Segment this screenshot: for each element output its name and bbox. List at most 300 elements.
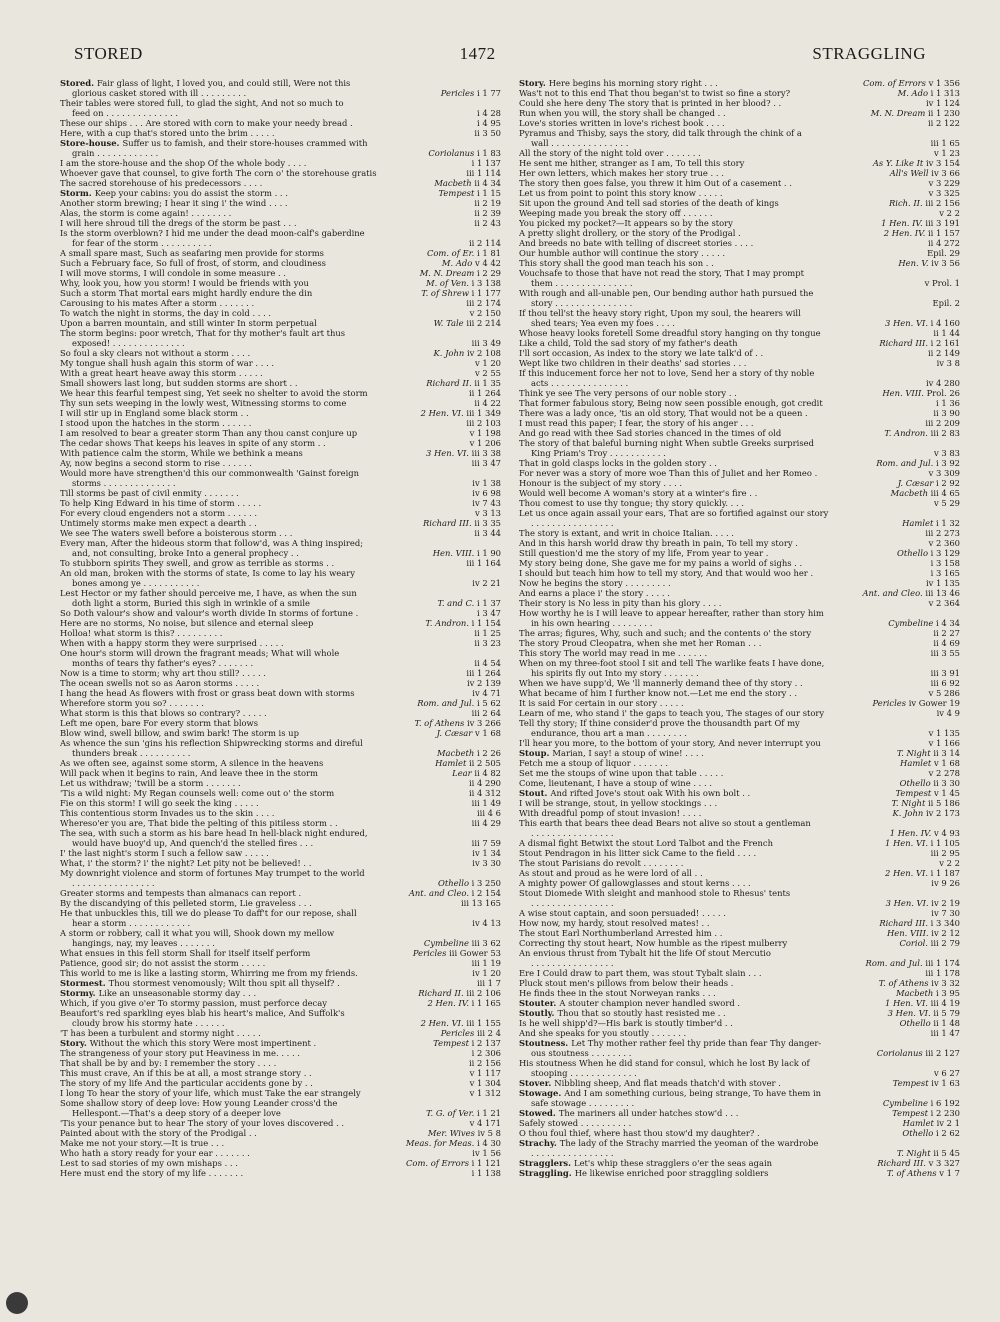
quotation: glorious casket stored with ill . . . . . . . . . [72,88,247,98]
quotation: Thou comest to use thy tongue; thy story quickly. . . . [519,498,744,508]
act-scene-line: ii 3 90 [933,408,960,418]
act-scene-line: i 2 230 [930,1108,960,1118]
line-text [60,768,401,778]
quotation: I should but teach him how to tell my story, And that would woo her . [519,568,814,578]
reference [401,568,501,578]
line-text [519,488,860,498]
reference [860,908,960,918]
quotation: And go read with thee Sad stories chanced in the times of old [519,428,782,438]
concordance-line [519,638,960,648]
line-text [60,618,401,628]
act-scene-line: i 2 92 [936,478,960,488]
quotation: All the story of the night told over . . . . . . . [519,148,701,158]
reference [401,1158,501,1168]
reference [860,998,960,1008]
quotation: And breeds no bate with telling of discreet stories . . . . [519,238,754,248]
reference [401,968,501,978]
play-title: T. of Athens [878,978,929,988]
act-scene-line: iii 1 65 [930,138,960,148]
concordance-line [519,338,960,348]
line-text [60,248,401,258]
line-text [60,968,401,978]
act-scene-line: v 1 20 [474,358,501,368]
quotation: If thou tell'st the heavy story right, Upon my soul, the hearers will [519,308,801,318]
line-text [519,878,860,888]
play-title: Macbeth [895,988,934,998]
reference [860,308,960,318]
line-text [519,588,858,598]
line-text [60,288,401,298]
reference [860,598,960,608]
quotation: And I am something curious, being strange, To have them in [564,1088,822,1098]
line-text [519,638,860,648]
quotation: That shall be by and by: I remember the story . . . . [60,1058,277,1068]
reference [860,948,960,958]
line-text [519,348,860,358]
act-scene-line: iv 5 8 [477,1128,501,1138]
concordance-line [519,808,960,818]
line-text [519,98,860,108]
quotation: Fie on this storm! I will go seek the king . . . . . [60,798,259,808]
act-scene-line: iii 1 49 [471,798,501,808]
quotation: The story of my life And the particular accidents gone by . . [60,1078,313,1088]
concordance-line [60,318,501,328]
act-scene-line: iv 1 56 [472,1148,501,1158]
columns [60,78,960,1308]
reference [860,718,960,728]
quotation: Let us from point to point this story know . . . . . [519,188,723,198]
reference [401,128,501,138]
quotation: Holloa! what storm is this? . . . . . . . . . [60,628,223,638]
header-left-word: STORED [74,44,143,63]
reference [860,238,960,248]
play-title: Hen. VIII. [432,548,475,558]
quotation: The story then goes false, you threw it him Out of a casement . . [519,178,792,188]
play-title: Hamlet [435,758,467,768]
concordance-line [519,908,960,918]
act-scene-line: i 4 28 [477,108,501,118]
reference [401,618,501,628]
quotation: Lest Hector or my father should perceive me, I have, as when the sun [60,588,357,598]
line-text [519,858,860,868]
reference [401,78,501,88]
concordance-line [60,728,501,738]
reference [860,398,960,408]
concordance-line [60,218,501,228]
quotation: them . . . . . . . . . . . . . . . [531,278,633,288]
act-scene-line: i 3 47 [477,608,501,618]
quotation: Now is a time to storm; why art thou still? . . . . . [60,668,266,678]
quotation: Is the storm overblown? I hid me under the dead moon-calf's gaberdine [60,228,365,238]
reference [401,238,501,248]
act-scene-line: i 3 158 [930,558,960,568]
line-text [60,898,401,908]
concordance-line [60,578,501,588]
quotation: Pyramus and Thisby, says the story, did talk through the chink of a [519,128,802,138]
quotation: How worthy he is I will leave to appear hereafter, rather than story him [519,608,824,618]
reference [401,518,501,528]
concordance-line [60,618,501,628]
concordance-line [519,1028,960,1038]
line-text [531,668,860,678]
line-text [531,898,860,908]
reference [860,1098,960,1108]
quotation: Fair glass of light, I loved you, and could still, Were not this [97,78,351,88]
line-text [60,78,401,88]
quotation: Untimely storms make men expect a dearth . . [60,518,257,528]
concordance-line [519,98,960,108]
quotation: Let us once again assail your ears, That are so fortified against our story [519,508,829,518]
concordance-line [519,768,960,778]
act-scene-line: ii 3 35 [474,518,501,528]
quotation: Safely stowed . . . . . . . . . . [519,1118,632,1128]
quotation: What, i' the storm? i' the night? Let pity not be believed! . . [60,858,312,868]
reference [401,138,501,148]
reference [860,1018,960,1028]
line-text [60,778,401,788]
concordance-line [519,718,960,728]
line-text [60,428,401,438]
reference [860,668,960,678]
reference [401,698,501,708]
line-text [519,768,860,778]
play-title: K. John [433,348,465,358]
act-scene-line: ii 4 290 [469,778,501,788]
concordance-line [519,598,960,608]
act-scene-line: v 1 166 [928,738,960,748]
quotation: And in this harsh world draw thy breath in pain, To tell my story . [519,538,798,548]
reference [860,1078,960,1088]
play-title: M. N. Dream [419,268,475,278]
concordance-line [519,848,960,858]
quotation: A stouter champion never handled sword . [559,998,741,1008]
reference [401,318,501,328]
concordance-line [519,198,960,208]
line-text [519,158,860,168]
concordance-line [60,608,501,618]
line-text [72,478,401,488]
concordance-line [60,228,501,238]
quotation: He sent me hither, stranger as I am, To tell this story [519,158,745,168]
concordance-line [519,1068,960,1078]
act-scene-line: iii 1 178 [925,968,960,978]
reference [860,148,960,158]
quotation: We hear this fearful tempest sing, Yet seek no shelter to avoid the storm [60,388,368,398]
concordance-line [60,338,501,348]
concordance-line [60,548,501,558]
line-text [519,1108,860,1118]
quotation: His stoutness When he did stand for consul, which he lost By lack of [519,1058,810,1068]
reference [860,288,960,298]
quotation: Thou stormest venomously; Wilt thou spit all thyself? . [108,978,340,988]
play-title: Richard III. [879,918,928,928]
play-title: W. Tale [433,318,464,328]
concordance-line [519,1058,960,1068]
headword: Stormest. [60,978,106,988]
reference [401,508,501,518]
act-scene-line: iii 2 64 [471,708,501,718]
reference [401,158,501,168]
act-scene-line: i 1 121 [471,1158,501,1168]
line-text [519,748,860,758]
reference [401,408,501,418]
act-scene-line: iv 2 12 [931,928,960,938]
line-text [60,408,401,418]
line-text [60,758,401,768]
act-scene-line: i 1 36 [936,398,960,408]
concordance-line [519,268,960,278]
line-text [60,508,401,518]
concordance-line [519,348,960,358]
act-scene-line: v 1 304 [469,1078,501,1088]
line-text [531,138,860,148]
line-text [519,778,860,788]
reference [860,408,960,418]
line-text [519,1128,860,1138]
quotation: O thou foul thief, where hast thou stow'd my daughter? . [519,1128,760,1138]
act-scene-line: i 3 95 [936,988,960,998]
line-text [60,128,401,138]
reference [860,658,960,668]
concordance-line [519,658,960,668]
quotation: thunders break . . . . . . . . . . [72,748,191,758]
page-header [74,44,926,64]
line-text [519,238,860,248]
act-scene-line: ii 3 14 [933,748,960,758]
line-text [519,598,860,608]
quotation: Upon a barren mountain, and still winter In storm perpetual [60,318,317,328]
line-text [72,148,401,158]
quotation: I will move storms, I will condole in some measure . . [60,268,286,278]
reference [860,1138,960,1148]
play-title: Othello [899,1018,931,1028]
quotation: Their story is No less in pity than his glory . . . . [519,598,722,608]
reference [860,828,960,838]
quotation: Like a child, Told the sad story of my father's death [519,338,738,348]
concordance-line [519,608,960,618]
concordance-line [60,188,501,198]
concordance-line [519,278,960,288]
line-text [60,798,401,808]
concordance-line [519,158,960,168]
reference [401,958,501,968]
concordance-line [60,108,501,118]
quotation: storms . . . . . . . . . . . . . . [72,478,176,488]
play-title: M. N. Dream [870,108,926,118]
quotation: Here must end the story of my life . . . . . . . [60,1168,244,1178]
act-scene-line: v 4 93 [933,828,960,838]
headword: Stoutly. [519,1008,555,1018]
act-scene-line: ii 4 34 [474,178,501,188]
reference [860,618,960,628]
reference [860,128,960,138]
concordance-line [60,1088,501,1098]
reference [401,98,501,108]
line-text [519,888,860,898]
line-text [60,848,401,858]
act-scene-line: iii 6 92 [930,678,960,688]
act-scene-line: v 1 23 [933,148,960,158]
reference [401,178,501,188]
act-scene-line: ii 2 505 [469,758,501,768]
line-text [60,208,401,218]
act-scene-line: iv 6 98 [472,488,501,498]
quotation: Could she here deny The story that is printed in her blood? . . [519,98,782,108]
concordance-line [60,1028,501,1038]
play-title: Pericles [440,1028,475,1038]
quotation: Now he begins the story . . . . . . . . . [519,578,671,588]
reference [401,728,501,738]
line-text [60,668,401,678]
line-text [519,438,860,448]
concordance-line [60,998,501,1008]
play-title: T. and C. [437,598,475,608]
act-scene-line: v 4 171 [469,1118,501,1128]
line-text [60,928,401,938]
act-scene-line: i 3 250 [471,878,501,888]
quotation: Set me the stoups of wine upon that table . . . . . [519,768,724,778]
line-text [60,688,401,698]
reference [860,858,960,868]
quotation: I long To hear the story of your life, which must Take the ear strangely [60,1088,361,1098]
concordance-line [60,708,501,718]
line-text [519,498,860,508]
line-text [519,708,860,718]
line-text [519,508,860,518]
quotation: Pluck stout men's pillows from below their heads . [519,978,734,988]
line-text [519,798,860,808]
act-scene-line: iv 1 63 [931,1078,960,1088]
concordance-line [60,628,501,638]
reference [401,228,501,238]
act-scene-line: v 1 356 [928,78,960,88]
quotation: And earns a place i' the story . . . . . [519,588,670,598]
concordance-line [60,298,501,308]
act-scene-line: iii 13 46 [925,588,960,598]
reference [860,798,960,808]
line-text [60,698,401,708]
concordance-line [519,78,960,88]
line-text [531,318,860,328]
reference [401,998,501,1008]
concordance-line [60,278,501,288]
reference [401,688,501,698]
headword: Story. [60,1038,87,1048]
concordance-line [519,248,960,258]
quotation: in his own hearing . . . . . . . . [531,618,653,628]
act-scene-line: ii 3 23 [474,638,501,648]
reference [860,608,960,618]
concordance-line [519,538,960,548]
quotation: Learn of me, who stand i' the gaps to teach you, The stages of our story [519,708,825,718]
act-scene-line: i 1 90 [477,548,501,558]
reference [860,1088,960,1098]
quotation: An envious thrust from Tybalt hit the life Of stout Mercutio [519,948,771,958]
line-text [60,218,401,228]
concordance-line [60,868,501,878]
line-text [519,908,860,918]
reference [401,1068,501,1078]
line-text [60,858,401,868]
concordance-line [519,588,960,598]
reference [860,918,960,928]
act-scene-line: iii 2 214 [466,318,501,328]
quotation: A dismal fight Betwixt the stout Lord Talbot and the French [519,838,773,848]
reference [860,788,960,798]
reference [401,1008,501,1018]
concordance-line [519,828,960,838]
reference [401,1038,501,1048]
act-scene-line: ii 5 186 [928,798,960,808]
concordance-line [60,348,501,358]
quotation: Thy sun sets weeping in the lowly west, Witnessing storms to come [60,398,347,408]
line-text [519,608,860,618]
play-title: 3 Hen. VI. [885,898,929,908]
concordance-line [519,508,960,518]
line-text [60,1158,401,1168]
reference [401,658,501,668]
quotation: Was't not to this end That thou began'st to twist so fine a story? [519,88,791,98]
line-text [519,168,860,178]
quotation: Like an unseasonable stormy day . . . [98,988,257,998]
reference [401,628,501,638]
act-scene-line: iv 3 266 [466,718,501,728]
quotation: As whence the sun 'gins his reflection Shipwrecking storms and direful [60,738,363,748]
act-scene-line: ii 2 122 [928,118,960,128]
quotation: The story of that baleful burning night When subtle Greeks surprised [519,438,814,448]
quotation: With a great heart heave away this storm . . . . . [60,368,263,378]
play-title: Rom. and Jul. [417,698,475,708]
act-scene-line: ii 5 45 [933,1148,960,1158]
reference [401,858,501,868]
act-scene-line: v 3 83 [933,448,960,458]
line-text [60,1028,401,1038]
line-text [519,398,860,408]
quotation: Whose heavy looks foretell Some dreadful story hanging on thy tongue [519,328,821,338]
reference [860,688,960,698]
line-text [531,828,860,838]
left-column [60,78,501,1308]
line-text [60,1008,401,1018]
play-title: Meas. for Meas. [405,1138,475,1148]
play-title: 3 Hen. VI. [887,1008,931,1018]
reference [401,288,501,298]
act-scene-line: iv 2 1 [936,1118,960,1128]
line-text [519,938,860,948]
concordance-line [519,528,960,538]
reference [860,198,960,208]
line-text [60,518,401,528]
play-title: 3 Hen. VI. [425,448,469,458]
reference [401,88,501,98]
line-text [519,868,860,878]
concordance-line [60,238,501,248]
line-text [519,658,860,668]
quotation: So Doth valour's show and valour's worth divide In storms of fortune . [60,608,359,618]
reference [401,268,501,278]
reference [860,968,960,978]
quotation: 'T has been a turbulent and stormy night . . . . . [60,1028,261,1038]
play-title: Tempest [892,1078,929,1088]
reference [860,258,960,268]
reference [860,528,960,538]
concordance-line [60,878,501,888]
act-scene-line: ii 4 82 [474,768,501,778]
reference [860,758,960,768]
line-text [72,338,401,348]
concordance-line [60,588,501,598]
concordance-line [519,308,960,318]
